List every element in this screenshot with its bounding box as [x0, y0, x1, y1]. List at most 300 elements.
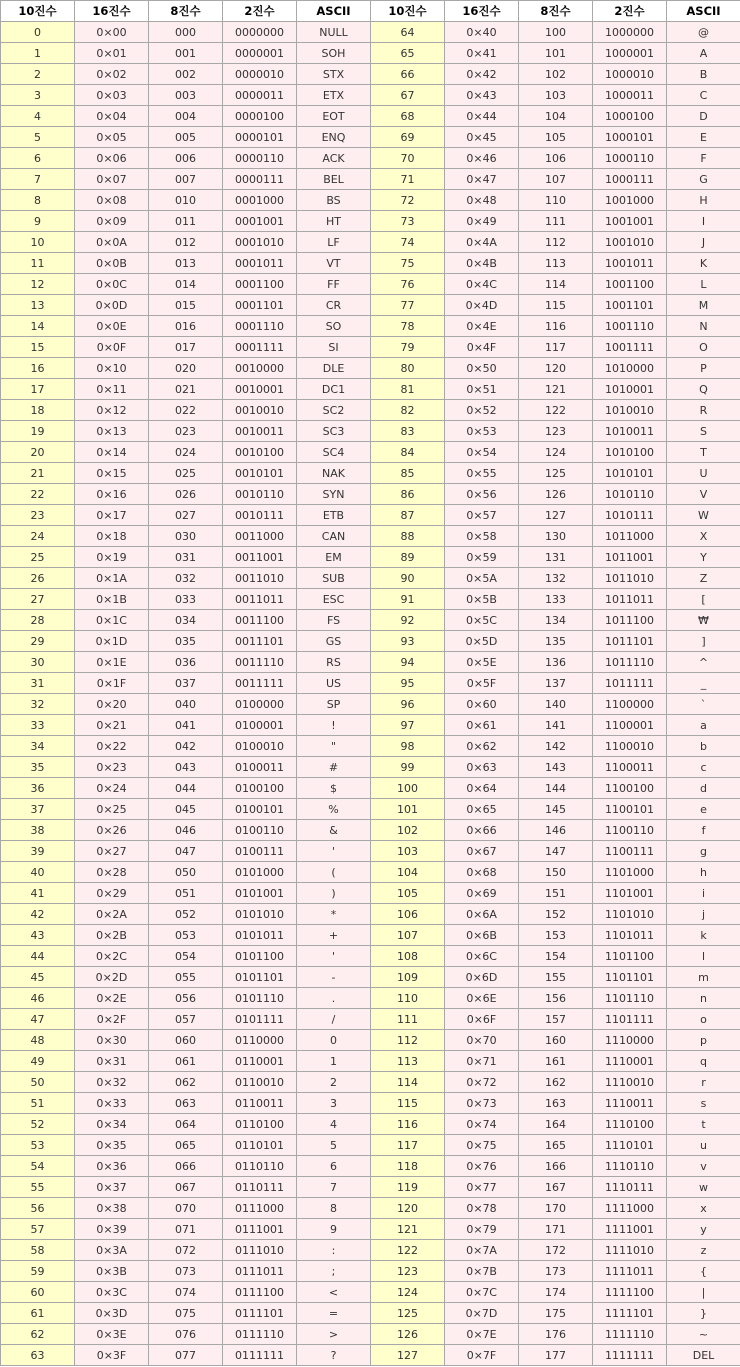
cell-dec: 49 [1, 1051, 75, 1072]
cell-oct: 115 [519, 295, 593, 316]
table-row [1, 652, 740, 673]
cell-hex: 0×5B [445, 589, 519, 610]
cell-oct: 166 [519, 1156, 593, 1177]
cell-hex: 0×5D [445, 631, 519, 652]
cell-ascii: v [667, 1156, 740, 1177]
cell-bin: 1001110 [593, 316, 667, 337]
cell-oct: 077 [149, 1345, 223, 1366]
table-row [1, 337, 740, 358]
cell-bin: 0001100 [223, 274, 297, 295]
cell-oct: 157 [519, 1009, 593, 1030]
cell-dec: 43 [1, 925, 75, 946]
cell-oct: 155 [519, 967, 593, 988]
header-oct: 8진수 [149, 1, 223, 22]
cell-ascii: k [667, 925, 740, 946]
cell-ascii: ) [297, 883, 371, 904]
cell-dec: 103 [371, 841, 445, 862]
cell-oct: 124 [519, 442, 593, 463]
cell-ascii: ETB [297, 505, 371, 526]
cell-bin: 1101100 [593, 946, 667, 967]
cell-ascii: q [667, 1051, 740, 1072]
cell-hex: 0×70 [445, 1030, 519, 1051]
cell-hex: 0×0B [75, 253, 149, 274]
cell-dec: 104 [371, 862, 445, 883]
cell-ascii: u [667, 1135, 740, 1156]
cell-dec: 45 [1, 967, 75, 988]
cell-dec: 100 [371, 778, 445, 799]
table-row [1, 1261, 740, 1282]
cell-oct: 041 [149, 715, 223, 736]
cell-ascii: @ [667, 22, 740, 43]
cell-hex: 0×53 [445, 421, 519, 442]
table-row [1, 22, 740, 43]
cell-dec: 108 [371, 946, 445, 967]
cell-ascii: LF [297, 232, 371, 253]
cell-ascii: g [667, 841, 740, 862]
cell-oct: 014 [149, 274, 223, 295]
cell-hex: 0×2B [75, 925, 149, 946]
table-row [1, 862, 740, 883]
table-row [1, 988, 740, 1009]
cell-ascii: Z [667, 568, 740, 589]
cell-ascii: | [667, 1282, 740, 1303]
cell-hex: 0×22 [75, 736, 149, 757]
cell-ascii: SOH [297, 43, 371, 64]
cell-ascii: C [667, 85, 740, 106]
cell-dec: 65 [371, 43, 445, 64]
cell-bin: 0111101 [223, 1303, 297, 1324]
cell-oct: 100 [519, 22, 593, 43]
cell-oct: 156 [519, 988, 593, 1009]
cell-ascii: L [667, 274, 740, 295]
cell-dec: 75 [371, 253, 445, 274]
cell-dec: 54 [1, 1156, 75, 1177]
cell-hex: 0×5A [445, 568, 519, 589]
cell-hex: 0×4E [445, 316, 519, 337]
cell-dec: 12 [1, 274, 75, 295]
cell-oct: 140 [519, 694, 593, 715]
cell-bin: 0000110 [223, 148, 297, 169]
cell-oct: 006 [149, 148, 223, 169]
cell-dec: 91 [371, 589, 445, 610]
cell-bin: 0100000 [223, 694, 297, 715]
table-row [1, 631, 740, 652]
cell-oct: 103 [519, 85, 593, 106]
cell-ascii: W [667, 505, 740, 526]
cell-ascii: 7 [297, 1177, 371, 1198]
cell-bin: 1110110 [593, 1156, 667, 1177]
cell-dec: 9 [1, 211, 75, 232]
cell-dec: 69 [371, 127, 445, 148]
cell-oct: 052 [149, 904, 223, 925]
cell-oct: 044 [149, 778, 223, 799]
cell-hex: 0×0E [75, 316, 149, 337]
cell-ascii: 2 [297, 1072, 371, 1093]
cell-dec: 127 [371, 1345, 445, 1366]
cell-ascii: _ [667, 673, 740, 694]
cell-bin: 1001111 [593, 337, 667, 358]
cell-hex: 0×7A [445, 1240, 519, 1261]
table-row [1, 1072, 740, 1093]
cell-ascii: E [667, 127, 740, 148]
cell-hex: 0×3C [75, 1282, 149, 1303]
cell-oct: 033 [149, 589, 223, 610]
cell-hex: 0×0A [75, 232, 149, 253]
cell-oct: 125 [519, 463, 593, 484]
cell-ascii: SC2 [297, 400, 371, 421]
table-row [1, 1345, 740, 1366]
cell-hex: 0×1C [75, 610, 149, 631]
cell-hex: 0×08 [75, 190, 149, 211]
cell-dec: 23 [1, 505, 75, 526]
cell-oct: 040 [149, 694, 223, 715]
cell-dec: 6 [1, 148, 75, 169]
cell-bin: 1111011 [593, 1261, 667, 1282]
cell-oct: 043 [149, 757, 223, 778]
cell-oct: 143 [519, 757, 593, 778]
cell-bin: 0110100 [223, 1114, 297, 1135]
cell-oct: 170 [519, 1198, 593, 1219]
cell-dec: 97 [371, 715, 445, 736]
cell-dec: 102 [371, 820, 445, 841]
cell-oct: 021 [149, 379, 223, 400]
table-row [1, 1324, 740, 1345]
cell-hex: 0×20 [75, 694, 149, 715]
cell-dec: 58 [1, 1240, 75, 1261]
cell-hex: 0×58 [445, 526, 519, 547]
cell-ascii: ` [667, 694, 740, 715]
cell-dec: 35 [1, 757, 75, 778]
cell-oct: 167 [519, 1177, 593, 1198]
table-row [1, 547, 740, 568]
header-bin-2: 2진수 [593, 1, 667, 22]
cell-oct: 161 [519, 1051, 593, 1072]
cell-ascii: 6 [297, 1156, 371, 1177]
cell-hex: 0×51 [445, 379, 519, 400]
cell-ascii: K [667, 253, 740, 274]
cell-bin: 0110011 [223, 1093, 297, 1114]
cell-bin: 0101111 [223, 1009, 297, 1030]
cell-bin: 1010101 [593, 463, 667, 484]
cell-bin: 0101011 [223, 925, 297, 946]
cell-dec: 20 [1, 442, 75, 463]
cell-oct: 003 [149, 85, 223, 106]
cell-bin: 0001111 [223, 337, 297, 358]
cell-hex: 0×1A [75, 568, 149, 589]
table-row [1, 526, 740, 547]
cell-dec: 24 [1, 526, 75, 547]
cell-dec: 37 [1, 799, 75, 820]
cell-hex: 0×0D [75, 295, 149, 316]
cell-dec: 125 [371, 1303, 445, 1324]
cell-dec: 4 [1, 106, 75, 127]
cell-ascii: I [667, 211, 740, 232]
cell-hex: 0×47 [445, 169, 519, 190]
cell-bin: 0011101 [223, 631, 297, 652]
cell-hex: 0×2E [75, 988, 149, 1009]
cell-hex: 0×34 [75, 1114, 149, 1135]
cell-bin: 0010100 [223, 442, 297, 463]
cell-bin: 0010010 [223, 400, 297, 421]
cell-dec: 3 [1, 85, 75, 106]
cell-bin: 0010011 [223, 421, 297, 442]
cell-bin: 0101100 [223, 946, 297, 967]
cell-oct: 173 [519, 1261, 593, 1282]
cell-oct: 105 [519, 127, 593, 148]
cell-bin: 1110000 [593, 1030, 667, 1051]
cell-hex: 0×71 [445, 1051, 519, 1072]
cell-ascii: { [667, 1261, 740, 1282]
cell-oct: 114 [519, 274, 593, 295]
cell-hex: 0×52 [445, 400, 519, 421]
cell-dec: 15 [1, 337, 75, 358]
cell-oct: 136 [519, 652, 593, 673]
table-row [1, 316, 740, 337]
cell-bin: 1010001 [593, 379, 667, 400]
cell-ascii: O [667, 337, 740, 358]
cell-dec: 8 [1, 190, 75, 211]
table-row [1, 106, 740, 127]
header-hex: 16진수 [75, 1, 149, 22]
table-row [1, 1177, 740, 1198]
table-row [1, 694, 740, 715]
cell-ascii: FS [297, 610, 371, 631]
cell-ascii: l [667, 946, 740, 967]
cell-bin: 1010111 [593, 505, 667, 526]
cell-hex: 0×59 [445, 547, 519, 568]
cell-oct: 164 [519, 1114, 593, 1135]
cell-ascii: f [667, 820, 740, 841]
cell-hex: 0×6D [445, 967, 519, 988]
cell-oct: 145 [519, 799, 593, 820]
cell-dec: 119 [371, 1177, 445, 1198]
cell-bin: 0110110 [223, 1156, 297, 1177]
cell-dec: 90 [371, 568, 445, 589]
cell-ascii: < [297, 1282, 371, 1303]
table-row [1, 232, 740, 253]
cell-oct: 111 [519, 211, 593, 232]
cell-oct: 042 [149, 736, 223, 757]
table-row [1, 1282, 740, 1303]
cell-oct: 174 [519, 1282, 593, 1303]
cell-ascii: z [667, 1240, 740, 1261]
cell-dec: 59 [1, 1261, 75, 1282]
table-row [1, 190, 740, 211]
cell-hex: 0×05 [75, 127, 149, 148]
cell-ascii: US [297, 673, 371, 694]
cell-oct: 160 [519, 1030, 593, 1051]
cell-oct: 113 [519, 253, 593, 274]
cell-ascii: p [667, 1030, 740, 1051]
header-hex-2: 16진수 [445, 1, 519, 22]
cell-oct: 127 [519, 505, 593, 526]
cell-oct: 007 [149, 169, 223, 190]
cell-dec: 44 [1, 946, 75, 967]
cell-bin: 1100101 [593, 799, 667, 820]
cell-oct: 120 [519, 358, 593, 379]
cell-hex: 0×62 [445, 736, 519, 757]
cell-oct: 064 [149, 1114, 223, 1135]
cell-hex: 0×75 [445, 1135, 519, 1156]
cell-oct: 130 [519, 526, 593, 547]
cell-bin: 1001010 [593, 232, 667, 253]
cell-dec: 84 [371, 442, 445, 463]
cell-bin: 1001001 [593, 211, 667, 232]
cell-hex: 0×42 [445, 64, 519, 85]
table-row [1, 883, 740, 904]
cell-oct: 162 [519, 1072, 593, 1093]
cell-bin: 0010001 [223, 379, 297, 400]
cell-bin: 0100011 [223, 757, 297, 778]
cell-hex: 0×48 [445, 190, 519, 211]
cell-oct: 134 [519, 610, 593, 631]
cell-bin: 1011100 [593, 610, 667, 631]
table-row [1, 1156, 740, 1177]
cell-hex: 0×76 [445, 1156, 519, 1177]
cell-oct: 004 [149, 106, 223, 127]
cell-hex: 0×55 [445, 463, 519, 484]
cell-dec: 46 [1, 988, 75, 1009]
cell-oct: 135 [519, 631, 593, 652]
cell-ascii: A [667, 43, 740, 64]
cell-oct: 054 [149, 946, 223, 967]
cell-bin: 0111110 [223, 1324, 297, 1345]
cell-oct: 144 [519, 778, 593, 799]
cell-ascii: w [667, 1177, 740, 1198]
table-row [1, 85, 740, 106]
cell-ascii: SUB [297, 568, 371, 589]
cell-dec: 116 [371, 1114, 445, 1135]
cell-oct: 051 [149, 883, 223, 904]
cell-ascii: 3 [297, 1093, 371, 1114]
cell-dec: 79 [371, 337, 445, 358]
cell-dec: 124 [371, 1282, 445, 1303]
cell-bin: 0110101 [223, 1135, 297, 1156]
cell-bin: 0001101 [223, 295, 297, 316]
cell-oct: 011 [149, 211, 223, 232]
cell-oct: 050 [149, 862, 223, 883]
cell-oct: 047 [149, 841, 223, 862]
cell-oct: 122 [519, 400, 593, 421]
cell-ascii: CAN [297, 526, 371, 547]
cell-ascii: s [667, 1093, 740, 1114]
cell-ascii: 9 [297, 1219, 371, 1240]
cell-oct: 034 [149, 610, 223, 631]
cell-ascii: r [667, 1072, 740, 1093]
cell-ascii: SI [297, 337, 371, 358]
cell-dec: 67 [371, 85, 445, 106]
cell-bin: 0101110 [223, 988, 297, 1009]
cell-dec: 121 [371, 1219, 445, 1240]
cell-hex: 0×0F [75, 337, 149, 358]
cell-ascii: Y [667, 547, 740, 568]
cell-bin: 1001000 [593, 190, 667, 211]
cell-hex: 0×29 [75, 883, 149, 904]
cell-ascii: ' [297, 841, 371, 862]
cell-ascii: ESC [297, 589, 371, 610]
cell-bin: 0001001 [223, 211, 297, 232]
table-row [1, 295, 740, 316]
cell-ascii: J [667, 232, 740, 253]
cell-oct: 025 [149, 463, 223, 484]
cell-ascii: SC3 [297, 421, 371, 442]
cell-hex: 0×77 [445, 1177, 519, 1198]
cell-dec: 11 [1, 253, 75, 274]
cell-dec: 78 [371, 316, 445, 337]
cell-dec: 99 [371, 757, 445, 778]
cell-dec: 109 [371, 967, 445, 988]
cell-dec: 101 [371, 799, 445, 820]
cell-hex: 0×31 [75, 1051, 149, 1072]
cell-bin: 1011110 [593, 652, 667, 673]
cell-ascii: > [297, 1324, 371, 1345]
cell-bin: 1000110 [593, 148, 667, 169]
table-row [1, 799, 740, 820]
cell-oct: 074 [149, 1282, 223, 1303]
cell-dec: 55 [1, 1177, 75, 1198]
cell-ascii: VT [297, 253, 371, 274]
table-row [1, 484, 740, 505]
cell-hex: 0×79 [445, 1219, 519, 1240]
cell-bin: 0110010 [223, 1072, 297, 1093]
cell-ascii: = [297, 1303, 371, 1324]
cell-hex: 0×0C [75, 274, 149, 295]
table-body [1, 22, 740, 1366]
cell-oct: 022 [149, 400, 223, 421]
cell-oct: 112 [519, 232, 593, 253]
cell-bin: 1001011 [593, 253, 667, 274]
cell-bin: 0111001 [223, 1219, 297, 1240]
cell-dec: 122 [371, 1240, 445, 1261]
cell-bin: 0011000 [223, 526, 297, 547]
cell-hex: 0×3D [75, 1303, 149, 1324]
cell-hex: 0×73 [445, 1093, 519, 1114]
cell-bin: 1110100 [593, 1114, 667, 1135]
table-row [1, 358, 740, 379]
cell-hex: 0×21 [75, 715, 149, 736]
cell-bin: 1100110 [593, 820, 667, 841]
cell-oct: 023 [149, 421, 223, 442]
cell-oct: 153 [519, 925, 593, 946]
cell-dec: 112 [371, 1030, 445, 1051]
table-row [1, 1135, 740, 1156]
cell-ascii: c [667, 757, 740, 778]
cell-oct: 165 [519, 1135, 593, 1156]
cell-bin: 0010000 [223, 358, 297, 379]
cell-ascii: NAK [297, 463, 371, 484]
cell-oct: 013 [149, 253, 223, 274]
cell-ascii: i [667, 883, 740, 904]
cell-hex: 0×56 [445, 484, 519, 505]
cell-ascii: STX [297, 64, 371, 85]
cell-oct: 001 [149, 43, 223, 64]
cell-oct: 175 [519, 1303, 593, 1324]
cell-hex: 0×50 [445, 358, 519, 379]
cell-hex: 0×12 [75, 400, 149, 421]
cell-bin: 1010000 [593, 358, 667, 379]
cell-hex: 0×28 [75, 862, 149, 883]
table-row [1, 1114, 740, 1135]
cell-ascii: H [667, 190, 740, 211]
table-row [1, 169, 740, 190]
cell-hex: 0×45 [445, 127, 519, 148]
cell-hex: 0×1D [75, 631, 149, 652]
cell-oct: 015 [149, 295, 223, 316]
cell-dec: 111 [371, 1009, 445, 1030]
cell-oct: 016 [149, 316, 223, 337]
cell-ascii: 8 [297, 1198, 371, 1219]
cell-dec: 13 [1, 295, 75, 316]
